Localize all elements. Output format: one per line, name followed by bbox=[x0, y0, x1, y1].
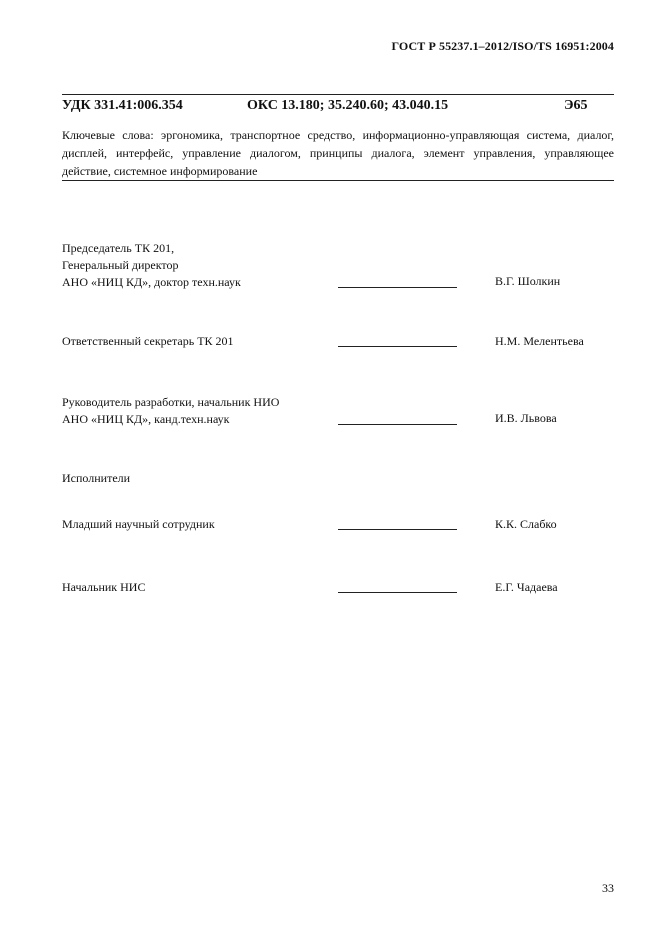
signatory-role bbox=[62, 240, 332, 291]
role-line: Младший научный сотрудник bbox=[62, 517, 215, 531]
role-line: Начальник НИС bbox=[62, 580, 146, 594]
top-rule bbox=[62, 94, 614, 95]
performer-role bbox=[62, 579, 332, 596]
performer-name: К.К. Слабко bbox=[495, 517, 557, 531]
bottom-rule bbox=[62, 180, 614, 181]
signatory-name: В.Г. Шолкин bbox=[495, 274, 561, 288]
signatory-name: И.В. Львова bbox=[495, 411, 557, 425]
classification-line bbox=[62, 98, 614, 116]
signatory-role bbox=[62, 394, 332, 428]
signature-line bbox=[338, 346, 457, 347]
page-number: 33 bbox=[602, 881, 614, 895]
group-code: Э65 bbox=[564, 98, 588, 113]
performer-name: Е.Г. Чадаева bbox=[495, 580, 558, 594]
role-line: Председатель ТК 201, bbox=[62, 241, 175, 255]
role-line: Генеральный директор bbox=[62, 258, 179, 272]
role-line: АНО «НИЦ КД», доктор техн.наук bbox=[62, 275, 241, 289]
udk-code: УДК 331.41:006.354 bbox=[62, 98, 183, 113]
signature-line bbox=[338, 592, 457, 593]
oks-code: ОКС 13.180; 35.240.60; 43.040.15 bbox=[247, 98, 449, 113]
performer-role bbox=[62, 516, 332, 533]
running-header: ГОСТ Р 55237.1–2012/ISO/TS 16951:2004 bbox=[391, 39, 614, 53]
signatory-role bbox=[62, 333, 332, 350]
performers-heading: Исполнители bbox=[62, 471, 131, 485]
signatory-name: Н.М. Мелентьева bbox=[495, 334, 584, 348]
signature-line bbox=[338, 424, 457, 425]
role-line: Руководитель разработки, начальник НИО bbox=[62, 395, 280, 409]
signature-line bbox=[338, 287, 457, 288]
role-line: Ответственный секретарь ТК 201 bbox=[62, 334, 234, 348]
signature-line bbox=[338, 529, 457, 530]
keywords-paragraph: Ключевые слова: эргономика, транспортное средство, информационно-управляющая система, диалог, дисплей, интерфейс, управление диалогом, принципы диалога, элемент управления, управляющее действие, системное информирование bbox=[62, 128, 614, 178]
role-line: АНО «НИЦ КД», канд.техн.наук bbox=[62, 412, 230, 426]
